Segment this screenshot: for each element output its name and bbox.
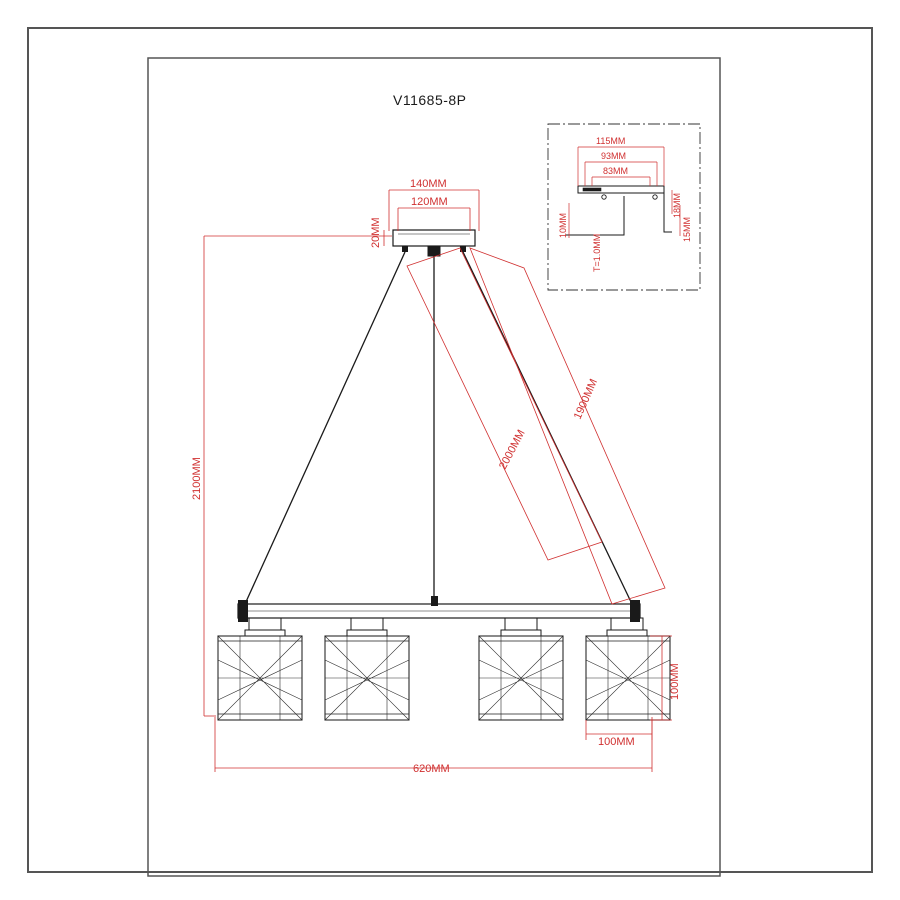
dim-20-label: 20MM — [370, 217, 382, 248]
detail-dim-115-label: 115MM — [596, 136, 626, 146]
detail-plate-inner — [583, 188, 601, 191]
shade-3-rim-top — [479, 636, 563, 641]
body-end-left — [238, 600, 248, 622]
shade-1 — [218, 618, 302, 720]
shade-4-facets — [586, 636, 670, 720]
shade-4-collar — [607, 630, 647, 636]
body-bar-group — [238, 596, 640, 622]
dim-140-label: 140MM — [410, 178, 447, 190]
dim-120-label: 120MM — [411, 196, 448, 208]
canopy-group — [393, 230, 475, 256]
dim-2100-label: 2100MM — [191, 457, 203, 500]
canopy-plate — [393, 230, 475, 246]
shade-3-facets — [479, 636, 563, 720]
canopy-hub — [428, 246, 440, 256]
detail-flange — [664, 193, 672, 232]
dim-100h-label: 100MM — [669, 663, 681, 700]
shade-1-rim-bottom — [218, 714, 302, 720]
dim-1900-box — [470, 248, 665, 604]
drawing-title: V11685-8P — [393, 92, 467, 108]
sheet-border-outer — [28, 28, 872, 872]
detail-dim-93-label: 93MM — [601, 151, 627, 161]
shade-2-collar — [347, 630, 387, 636]
dim-100w-label: 100MM — [598, 736, 635, 748]
shade-2-rim-top — [325, 636, 409, 641]
detail-hole-left — [602, 195, 606, 199]
shade-2 — [325, 618, 409, 720]
dim-620-label: 620MM — [413, 763, 450, 775]
shade-3-socket — [505, 618, 537, 630]
shade-2-socket — [351, 618, 383, 630]
detail-dim-18-label: 18MM — [672, 192, 682, 218]
detail-dim-15-label: 15MM — [682, 216, 692, 242]
detail-dim-10-label: 10MM — [558, 212, 568, 238]
shade-1-socket — [249, 618, 281, 630]
detail-stem — [566, 196, 624, 235]
shade-2-rim-bottom — [325, 714, 409, 720]
detail-hole-right — [653, 195, 657, 199]
dim-1900-label: 1900MM — [571, 377, 601, 422]
shade-1-collar — [245, 630, 285, 636]
dim-2000-label: 2000MM — [497, 427, 528, 472]
cable-right — [463, 252, 632, 604]
cable-left — [245, 252, 405, 604]
shade-4-rim-bottom — [586, 714, 670, 720]
body-end-right — [630, 600, 640, 622]
canopy-anchor-left — [402, 246, 408, 252]
detail-thickness-label: T=1.0MM — [592, 233, 602, 272]
shade-3 — [479, 618, 563, 720]
cable-stem-center — [431, 596, 438, 606]
shade-3-rim-bottom — [479, 714, 563, 720]
dim-2000-box — [407, 248, 602, 560]
shade-1-rim-top — [218, 636, 302, 641]
dimension-lines — [204, 190, 672, 772]
shade-1-facets — [218, 636, 302, 720]
shade-3-collar — [501, 630, 541, 636]
shade-4 — [586, 618, 670, 720]
detail-view-group — [548, 124, 700, 290]
detail-dim-83-label: 83MM — [603, 166, 629, 176]
shade-4-rim-top — [586, 636, 670, 641]
shade-2-facets — [325, 636, 409, 720]
